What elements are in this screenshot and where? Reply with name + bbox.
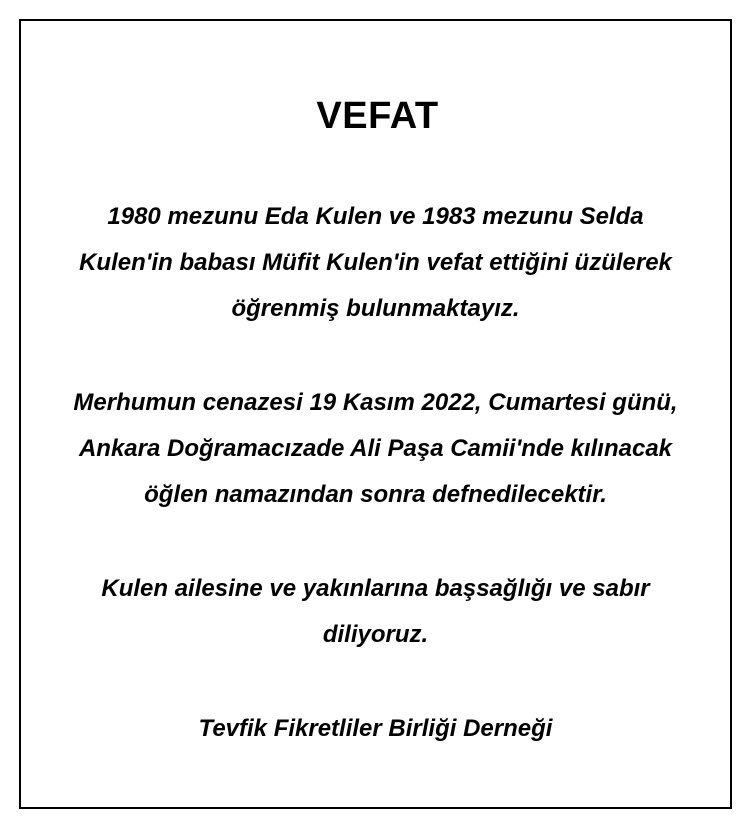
notice-title: VEFAT (316, 95, 439, 137)
signature-line: Tevfik Fikretliler Birliği Derneği (198, 715, 553, 742)
funeral-details-paragraph (19, 380, 732, 518)
announcement-line: 1980 mezunu Eda Kulen ve 1983 mezunu Selda (107, 203, 644, 230)
funeral-details-line: Ankara Doğramacızade Ali Paşa Camii'nde kılınacak (78, 435, 673, 462)
funeral-details-line: öğlen namazından sonra defnedilecektir. (144, 481, 607, 508)
announcement-line: öğrenmiş bulunmaktayız. (231, 295, 520, 322)
condolence-paragraph (19, 566, 732, 658)
announcement-paragraph (19, 194, 732, 332)
announcement-line: Kulen'in babası Müfit Kulen'in vefat ettiğini üzülerek (79, 249, 672, 276)
signature (19, 706, 732, 752)
condolence-line: Kulen ailesine ve yakınlarına başsağlığı ve sabır (101, 575, 650, 602)
funeral-details-line: Merhumun cenazesi 19 Kasım 2022, Cumartesi günü, (73, 389, 678, 416)
condolence-line: diliyoruz. (322, 621, 429, 648)
